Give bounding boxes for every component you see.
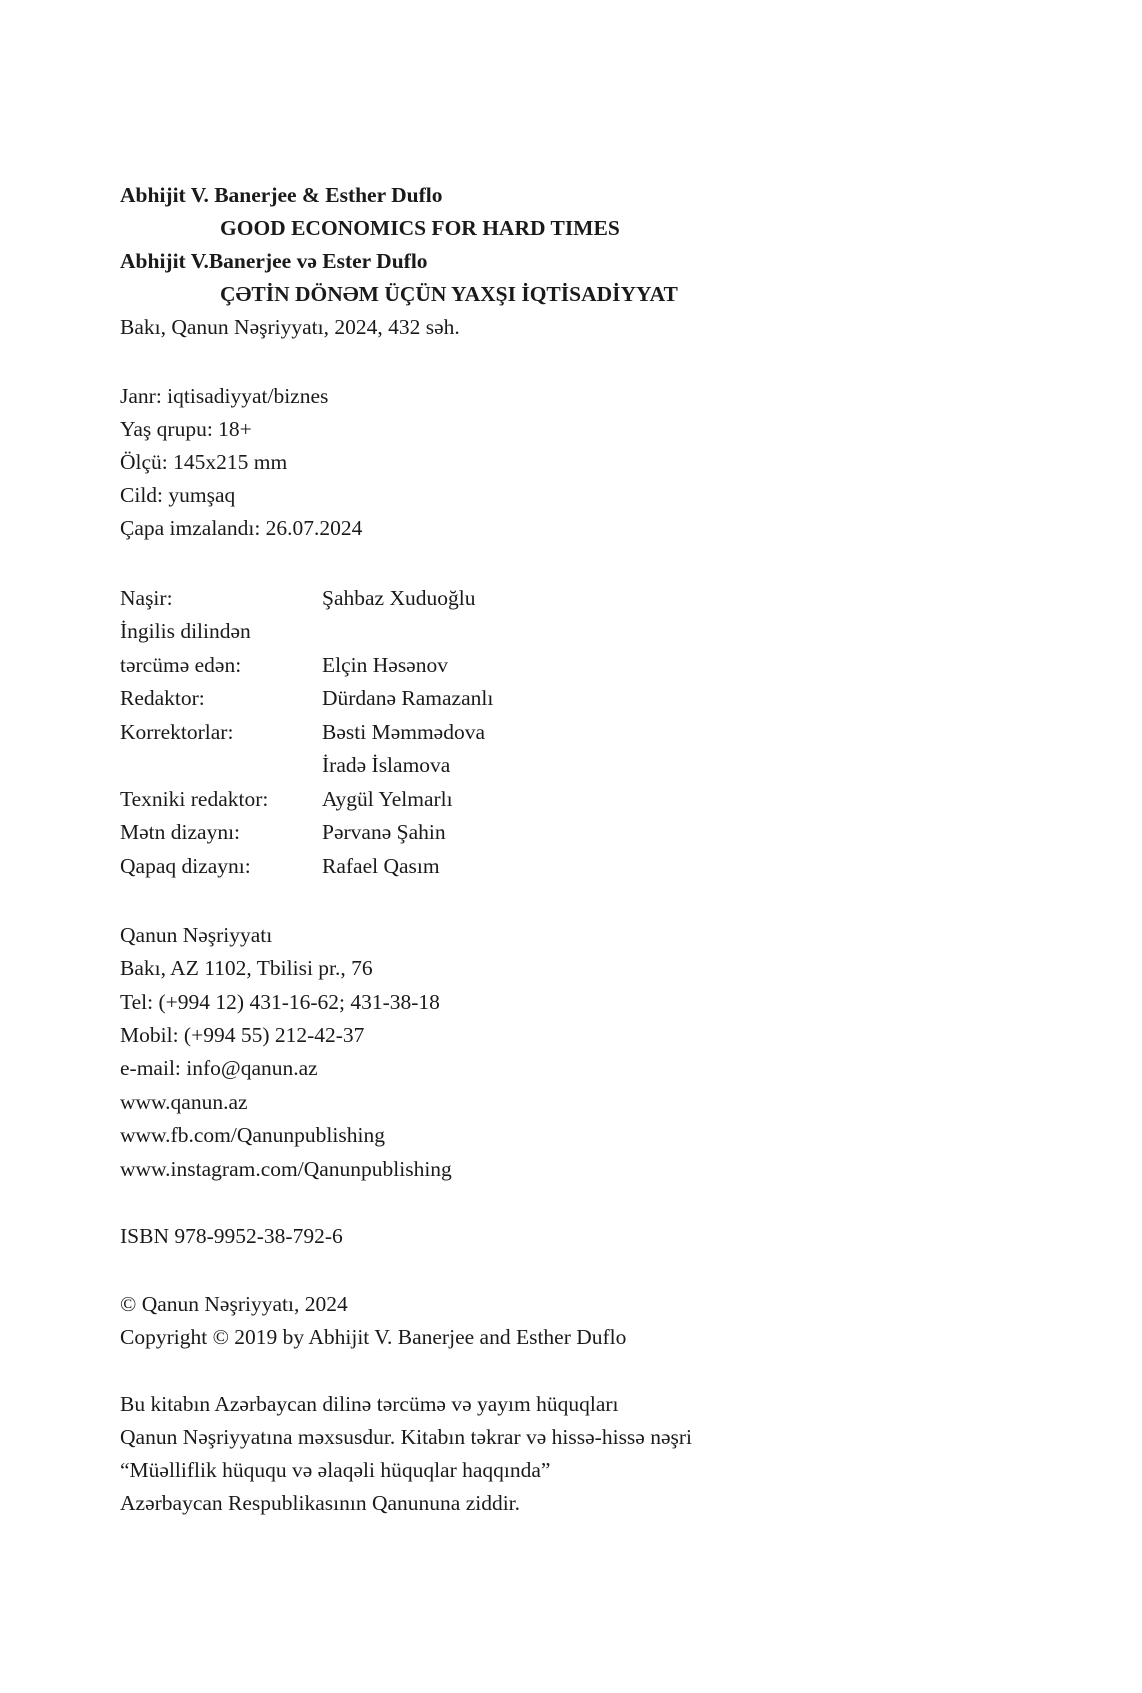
rights-notice-line: Qanun Nəşriyyatına məxsusdur. Kitabın təkrar və hissə-hissə nəşri: [120, 1425, 693, 1449]
isbn: ISBN 978-9952-38-792-6: [120, 1224, 343, 1248]
publisher-email: e-mail: info@qanun.az: [120, 1056, 318, 1080]
publisher-instagram: www.instagram.com/Qanunpublishing: [120, 1157, 452, 1181]
credit-label: Mətn dizaynı:: [120, 820, 241, 844]
copyright-authors: Copyright © 2019 by Abhijit V. Banerjee and Esther Duflo: [120, 1325, 627, 1349]
rights-notice-line: Bu kitabın Azərbaycan dilinə tərcümə və yayım hüquqları: [120, 1392, 619, 1416]
copyright-page: [120, 0, 1080, 1693]
spec-binding: Cild: yumşaq: [120, 483, 236, 507]
credit-label: Qapaq dizaynı:: [120, 854, 251, 878]
spec-genre: Janr: iqtisadiyyat/biznes: [120, 384, 329, 408]
title-english: GOOD ECONOMICS FOR HARD TIMES: [220, 216, 620, 240]
credit-label: Texniki redaktor:: [120, 787, 269, 811]
copyright-publisher: © Qanun Nəşriyyatı, 2024: [120, 1292, 348, 1316]
credit-value: Aygül Yelmarlı: [322, 787, 453, 811]
title-azerbaijani: ÇƏTİN DÖNƏM ÜÇÜN YAXŞI İQTİSADİYYAT: [220, 282, 678, 306]
credit-value: Pərvanə Şahin: [322, 820, 446, 844]
rights-notice-line: “Müəlliflik hüququ və əlaqəli hüquqlar haqqında”: [120, 1458, 551, 1482]
credit-value: Elçin Həsənov: [322, 653, 448, 677]
publisher-address: Bakı, AZ 1102, Tbilisi pr., 76: [120, 956, 373, 980]
authors-english: Abhijit V. Banerjee & Esther Duflo: [120, 183, 443, 207]
credit-value: Şahbaz Xuduoğlu: [322, 586, 476, 610]
credit-label: Naşir:: [120, 586, 173, 610]
rights-notice-line: Azərbaycan Respublikasının Qanununa ziddir.: [120, 1491, 521, 1515]
credit-value: Dürdanə Ramazanlı: [322, 686, 494, 710]
credit-label: Redaktor:: [120, 686, 205, 710]
spec-size: Ölçü: 145x215 mm: [120, 450, 288, 474]
credit-value: Rafael Qasım: [322, 854, 440, 878]
publisher-name: Qanun Nəşriyyatı: [120, 923, 273, 947]
imprint-line: Bakı, Qanun Nəşriyyatı, 2024, 432 səh.: [120, 315, 460, 339]
spec-age-group: Yaş qrupu: 18+: [120, 417, 252, 441]
credit-value: İradə İslamova: [322, 753, 451, 777]
publisher-website: www.qanun.az: [120, 1090, 248, 1114]
credit-value: Bəsti Məmmədova: [322, 720, 486, 744]
credit-label: Korrektorlar:: [120, 720, 234, 744]
publisher-facebook: www.fb.com/Qanunpublishing: [120, 1123, 385, 1147]
credit-label: İngilis dilindən: [120, 619, 251, 643]
publisher-mobile: Mobil: (+994 55) 212-42-37: [120, 1023, 365, 1047]
publisher-phone: Tel: (+994 12) 431-16-62; 431-38-18: [120, 990, 440, 1014]
credit-label: tərcümə edən:: [120, 653, 242, 677]
spec-print-date: Çapa imzalandı: 26.07.2024: [120, 516, 363, 540]
authors-azerbaijani: Abhijit V.Banerjee və Ester Duflo: [120, 249, 428, 273]
